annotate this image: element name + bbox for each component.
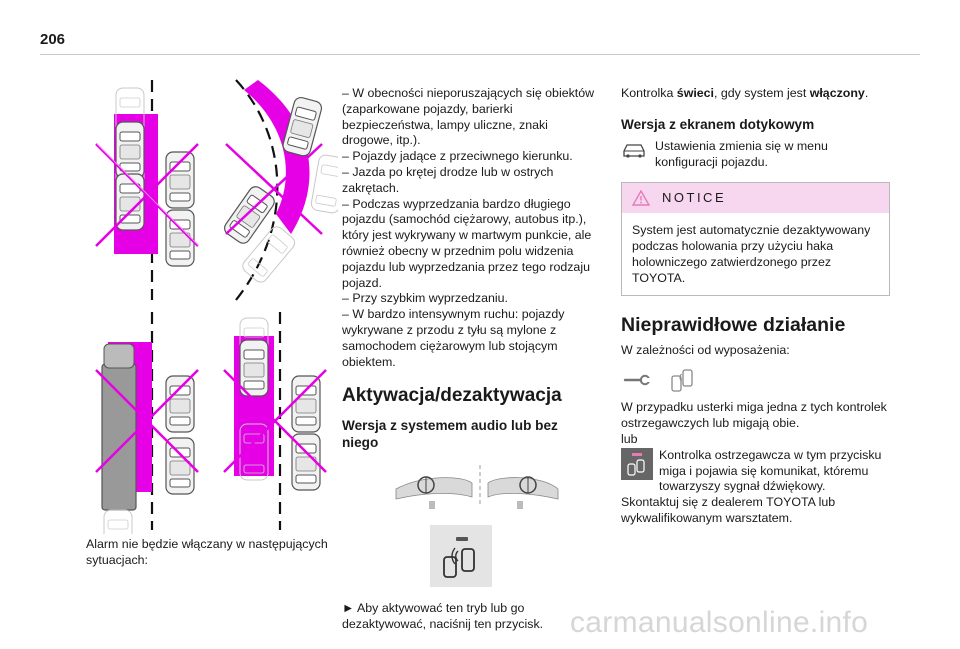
list-item: – W obecności nieporuszających się obiektów (zaparkowane pojazdy, barierki bezpieczeństwa, lampy uliczne, znaki drogowe, itp.). bbox=[342, 86, 595, 148]
warning-button-image bbox=[621, 448, 653, 480]
notice-title: NOTICE bbox=[662, 190, 727, 206]
subheading-audio-version: Wersja z systemem audio lub bez niego bbox=[342, 418, 558, 451]
header-divider bbox=[40, 54, 920, 55]
activation-instruction: ► Aby aktywować ten tryb lub go dezaktywować, naciśnij ten przycisk. bbox=[342, 601, 544, 632]
malfunction-text: W przypadku usterki miga jedna z tych kontrolek ostrzegawczych lub migają obie. bbox=[621, 400, 887, 431]
dealer-text: Skontaktuj się z dealerem TOYOTA lub wykwalifikowanym warsztatem. bbox=[621, 495, 836, 525]
list-item: – Jazda po krętej drodze lub w ostrych zakrętach. bbox=[342, 164, 554, 195]
scenario-long-vehicle bbox=[96, 312, 198, 534]
section-heading-activation: Aktywacja/dezaktywacja bbox=[342, 385, 562, 407]
wrench-icon bbox=[623, 373, 653, 387]
malfunction-intro: W zależności od wyposażenia: bbox=[621, 342, 790, 357]
column-conditions bbox=[342, 86, 597, 633]
warning-lamps bbox=[623, 368, 891, 392]
notice-box bbox=[621, 182, 890, 295]
page-number: 206 bbox=[40, 31, 66, 48]
blind-spot-warning-icon bbox=[669, 368, 695, 392]
subheading-touchscreen: Wersja z ekranem dotykowym bbox=[621, 116, 815, 132]
indicator-text-suffix: . bbox=[864, 86, 869, 100]
indicator-state-on: włączony bbox=[809, 86, 865, 100]
warning-button-paragraph bbox=[621, 448, 891, 495]
touchscreen-text: Ustawienia zmienia się w menu konfiguracji pojazdu. bbox=[655, 138, 828, 169]
switch-location-illustration bbox=[392, 461, 562, 511]
warning-button-text: Kontrolka ostrzegawcza w tym przycisku miga i pojawia się komunikat, któremu towarzyszy sygnał dźwiękowy. bbox=[659, 447, 882, 494]
indicator-text-prefix: Kontrolka bbox=[621, 86, 677, 100]
notice-body: System jest automatycznie dezaktywowany podczas holowania przy użyciu haka holowniczego zatwierdzonego przez TOYOTA. bbox=[632, 223, 871, 285]
blind-spot-illustration bbox=[86, 74, 338, 534]
scenario-curved-road bbox=[222, 80, 338, 300]
watermark: carmanualsonline.info bbox=[570, 606, 869, 639]
illustration-caption: Alarm nie będzie włączany w następujących sytuacjach: bbox=[86, 537, 328, 567]
scenario-stationary-object bbox=[96, 80, 199, 300]
notice-header bbox=[622, 183, 889, 213]
indicator-state-lit: świeci bbox=[676, 86, 714, 100]
column-status bbox=[621, 86, 891, 527]
list-item: – Przy szybkim wyprzedzaniu. bbox=[342, 291, 508, 306]
indicator-text-middle: , gdy system jest bbox=[714, 86, 810, 100]
vehicle-settings-icon bbox=[621, 141, 647, 159]
section-heading-malfunction: Nieprawidłowe działanie bbox=[621, 313, 846, 336]
list-item: – Pojazdy jadące z przeciwnego kierunku. bbox=[342, 149, 573, 164]
or-text: lub bbox=[621, 431, 638, 446]
blind-spot-button-icon bbox=[436, 531, 486, 581]
list-item: – W bardzo intensywnym ruchu: pojazdy wykrywane z przodu z tyłu są mylone z samochodem ciężarowym lub stojącym obiektem. bbox=[342, 307, 565, 369]
button-warning-icon bbox=[624, 451, 650, 477]
condition-list bbox=[342, 86, 597, 370]
warning-triangle-icon bbox=[632, 190, 650, 206]
scenario-fast-overtaking bbox=[224, 312, 326, 530]
indicator-status-text bbox=[621, 86, 891, 102]
touchscreen-row bbox=[621, 139, 891, 171]
list-item: – Podczas wyprzedzania bardzo długiego pojazdu (samochód ciężarowy, autobus itp.), który jest wykrywany w martwym punkcie, ale również obecny w przednim polu widzenia pojazdu lub wyprzedzania przez tego rodzaju pojazd. bbox=[342, 196, 592, 290]
blind-spot-button[interactable] bbox=[430, 525, 492, 587]
